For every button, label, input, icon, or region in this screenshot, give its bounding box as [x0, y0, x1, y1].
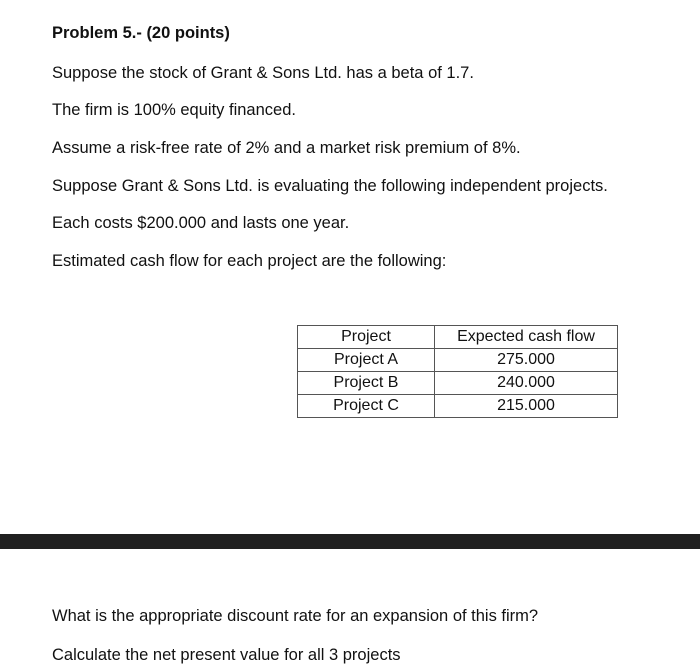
- table-row: [298, 349, 618, 372]
- project-name-cell: Project B: [298, 372, 435, 395]
- question-line: What is the appropriate discount rate for an expansion of this firm?: [52, 607, 539, 625]
- column-header-project: Project: [298, 326, 435, 349]
- problem-line: Each costs $200.000 and lasts one year.: [52, 214, 350, 232]
- cash-flow-cell: 275.000: [435, 349, 618, 372]
- table-row: [298, 372, 618, 395]
- table-row: [298, 395, 618, 418]
- cash-flow-cell: 240.000: [435, 372, 618, 395]
- problem-line: The firm is 100% equity financed.: [52, 101, 296, 119]
- problem-line: Suppose Grant & Sons Ltd. is evaluating the following independent projects.: [52, 177, 608, 195]
- question-line: Calculate the net present value for all 3 projects: [52, 646, 401, 664]
- cash-flow-table: [297, 325, 618, 418]
- problem-line: Suppose the stock of Grant & Sons Ltd. has a beta of 1.7.: [52, 64, 474, 82]
- project-name-cell: Project C: [298, 395, 435, 418]
- column-header-expected-cash-flow: Expected cash flow: [435, 326, 618, 349]
- table-header-row: [298, 326, 618, 349]
- problem-line: Estimated cash flow for each project are the following:: [52, 252, 447, 270]
- problem-line: Assume a risk-free rate of 2% and a market risk premium of 8%.: [52, 139, 521, 157]
- project-name-cell: Project A: [298, 349, 435, 372]
- problem-title: Problem 5.- (20 points): [52, 24, 230, 42]
- section-divider: [0, 534, 700, 549]
- cash-flow-cell: 215.000: [435, 395, 618, 418]
